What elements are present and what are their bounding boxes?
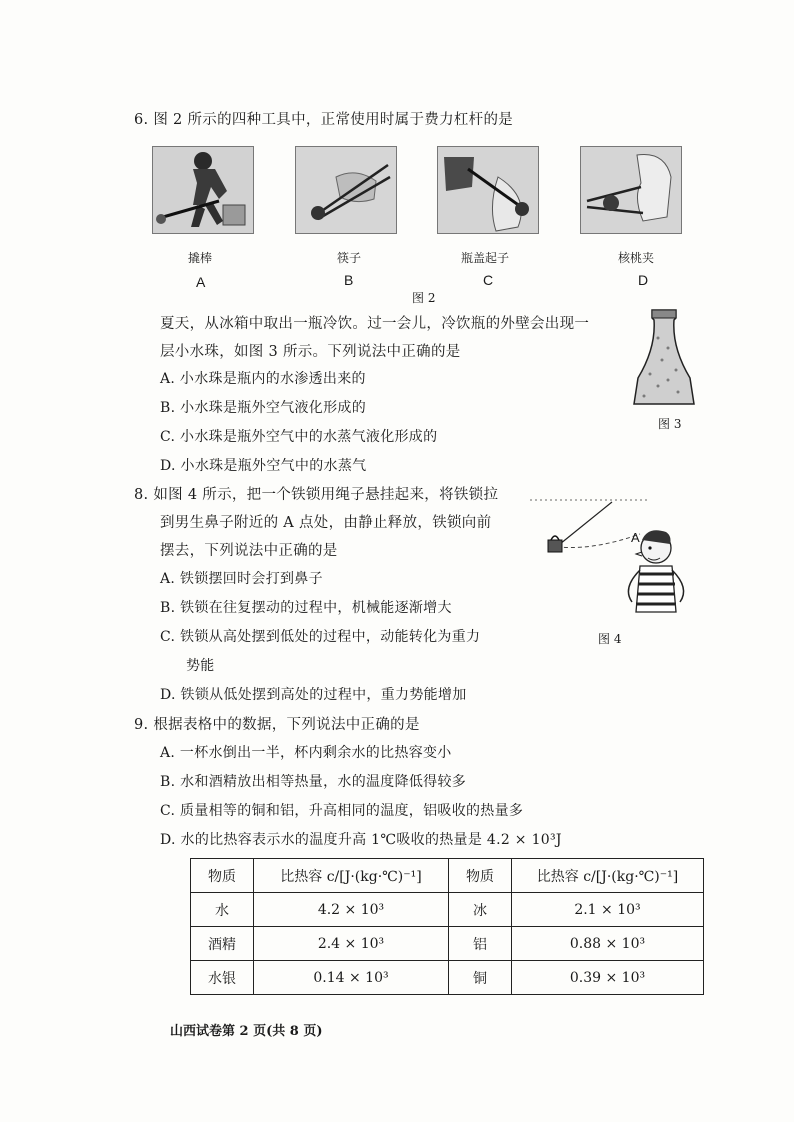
figure-3-bottle [628,308,700,408]
tool-name-d: 核桃夹 [618,251,655,265]
table-cell: 铝 [449,927,512,961]
q8-stem-line3: 摆去，下列说法中正确的是 [160,543,338,559]
q9-option-b: B. 水和酒精放出相等热量，水的温度降低得较多 [160,774,467,790]
q9-option-a: A. 一杯水倒出一半，杯内剩余水的比热容变小 [160,745,452,761]
table-cell: 2.1 × 10³ [512,893,704,927]
table-cell: 冰 [449,893,512,927]
table-header-row [191,859,704,893]
tool-photo-bottle-opener [437,146,539,234]
q8-option-a: A. 铁锁摆回时会打到鼻子 [160,571,323,587]
q7-option-d: D. 小水珠是瓶外空气中的水蒸气 [160,458,367,474]
q8-stem-line1: 8. 如图 4 所示，把一个铁锁用绳子悬挂起来，将铁锁拉 [134,487,499,503]
table-cell: 2.4 × 10³ [254,927,449,961]
q8-option-c-line1: C. 铁锁从高处摆到低处的过程中，动能转化为重力 [160,629,481,645]
q6-stem: 6. 图 2 所示的四种工具中，正常使用时属于费力杠杆的是 [134,112,514,128]
table-cell: 0.14 × 10³ [254,961,449,995]
table-cell: 0.39 × 10³ [512,961,704,995]
tool-letter-c: C [483,272,494,288]
table-cell: 酒精 [191,927,254,961]
tool-letter-b: B [344,272,354,288]
q9-stem: 9. 根据表格中的数据，下列说法中正确的是 [134,717,420,733]
table-row [191,961,704,995]
table-header-cell: 比热容 c/[J·(kg·℃)⁻¹] [254,859,449,893]
q8-stem-line2: 到男生鼻子附近的 A 点处，由静止释放，铁锁向前 [160,515,492,531]
q7-option-b: B. 小水珠是瓶外空气液化形成的 [160,400,366,416]
table-header-cell: 物质 [191,859,254,893]
figure-3-label: 图 3 [658,417,682,431]
table-cell: 0.88 × 10³ [512,927,704,961]
q7-option-a: A. 小水珠是瓶内的水渗透出来的 [160,371,366,387]
tool-photo-nutcracker [580,146,682,234]
table-row [191,927,704,961]
figure-4-pendulum [530,494,710,626]
q8-option-d: D. 铁锁从低处摆到高处的过程中，重力势能增加 [160,687,467,703]
tool-name-b: 筷子 [337,251,362,265]
q7-stem-line2: 层小水珠，如图 3 所示。下列说法中正确的是 [160,344,461,360]
q7-stem-line1: 夏天，从冰箱中取出一瓶冷饮。过一会儿，冷饮瓶的外壁会出现一 [160,316,590,332]
figure-4-label: 图 4 [598,632,622,646]
tool-letter-a: A [196,274,206,290]
q8-option-b: B. 铁锁在往复摆动的过程中，机械能逐渐增大 [160,600,452,616]
tool-name-a: 撬棒 [188,251,213,265]
tool-letter-d: D [638,272,649,288]
point-a-label: A [631,530,640,545]
tool-photo-chopsticks [295,146,397,234]
table-cell: 水 [191,893,254,927]
q7-option-c: C. 小水珠是瓶外空气中的水蒸气液化形成的 [160,429,438,445]
specific-heat-table [190,858,704,995]
q9-option-c: C. 质量相等的铜和铝，升高相同的温度，铝吸收的热量多 [160,803,524,819]
q8-option-c-line2: 势能 [186,658,215,674]
table-cell: 4.2 × 10³ [254,893,449,927]
table-header-cell: 比热容 c/[J·(kg·℃)⁻¹] [512,859,704,893]
table-cell: 水银 [191,961,254,995]
tool-name-c: 瓶盖起子 [461,251,510,265]
q9-option-d: D. 水的比热容表示水的温度升高 1℃吸收的热量是 4.2 × 10³J [160,832,562,848]
table-cell: 铜 [449,961,512,995]
table-header-cell: 物质 [449,859,512,893]
figure-2-label: 图 2 [412,291,436,305]
page-footer: 山西试卷第 2 页(共 8 页) [170,1024,323,1039]
tool-photo-crowbar [152,146,254,234]
table-row [191,893,704,927]
